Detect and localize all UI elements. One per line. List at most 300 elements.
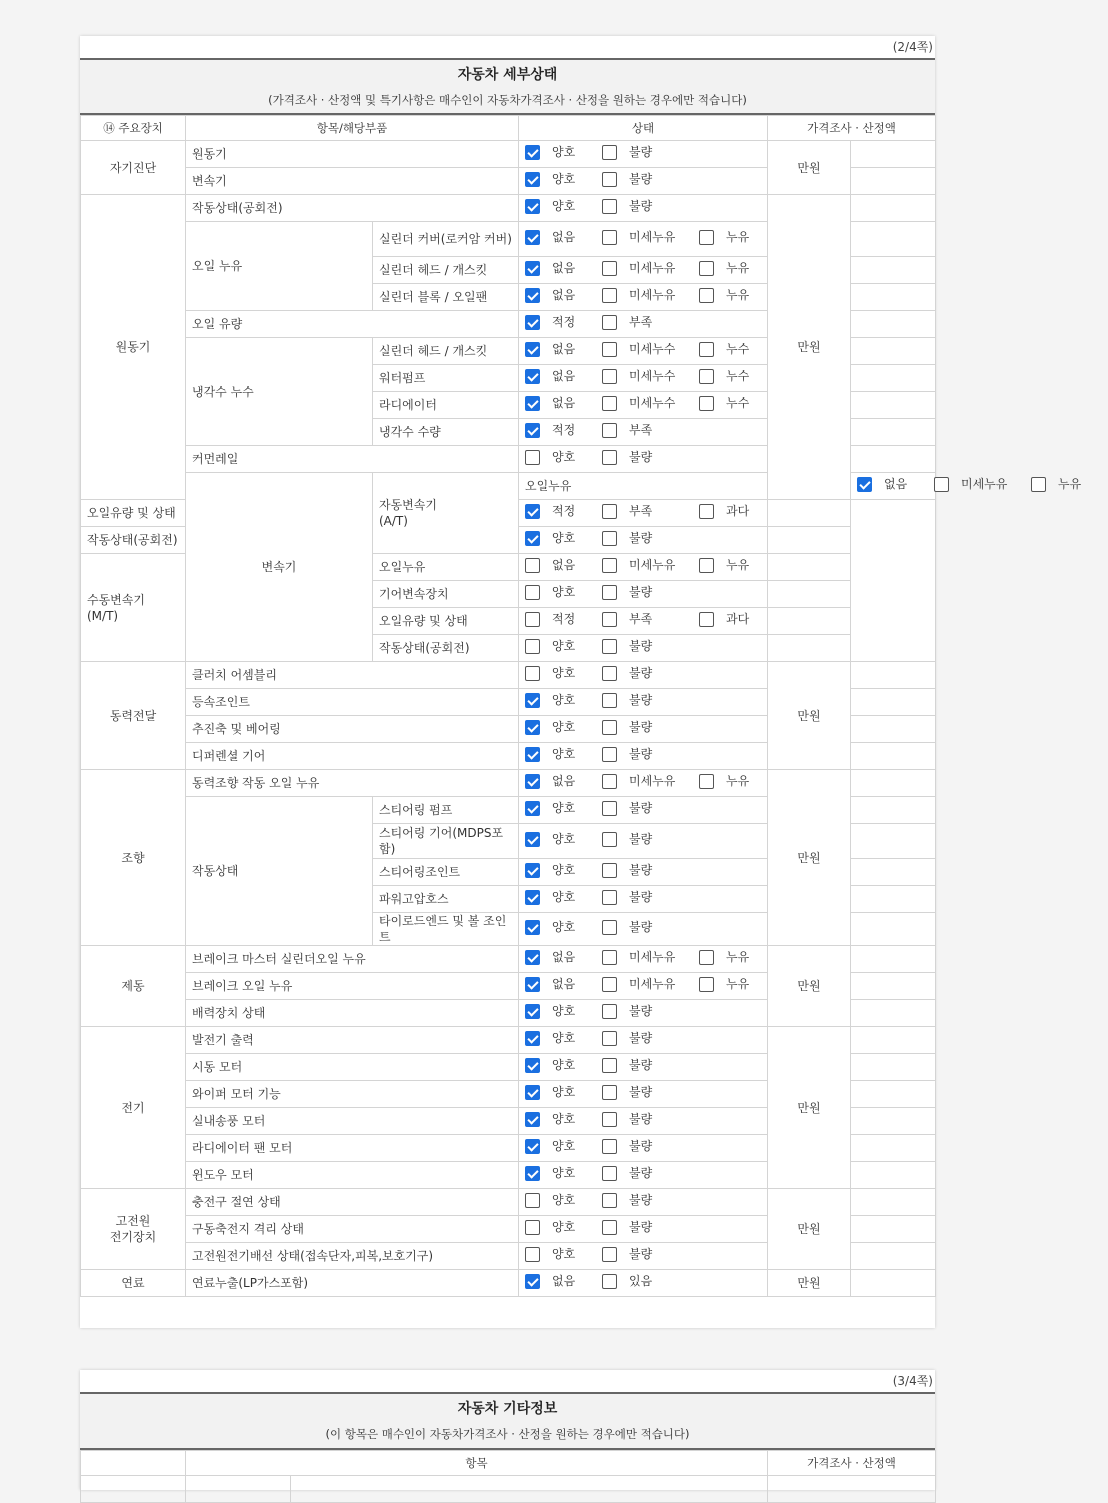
price-input-cell[interactable]	[851, 797, 936, 824]
table-row	[81, 662, 936, 689]
checked-checkbox[interactable]	[525, 531, 540, 546]
checked-checkbox[interactable]	[525, 315, 540, 330]
status-cell	[519, 662, 768, 689]
option-label: 불량	[629, 1220, 653, 1235]
unchecked-checkbox[interactable]	[602, 801, 617, 816]
device-category-hv: 고전원 전기장치	[81, 1189, 186, 1270]
page-number: (2/4쪽)	[892, 40, 933, 54]
table-header-row	[81, 1451, 936, 1476]
unchecked-checkbox[interactable]	[525, 1220, 540, 1235]
checked-checkbox[interactable]	[525, 1166, 540, 1181]
section-subtitle: (가격조사 · 산정액 및 특기사항은 매수인이 자동차가격조사 · 산정을 원하는 경우에만 적습니다)	[268, 93, 747, 107]
status-option	[525, 1084, 596, 1100]
option-label: 양호	[552, 199, 576, 214]
unchecked-checkbox[interactable]	[602, 172, 617, 187]
item-label: 디퍼렌셜 기어	[186, 743, 519, 770]
unchecked-checkbox[interactable]	[699, 396, 714, 411]
item-label: 오일 유량	[186, 311, 519, 338]
unchecked-checkbox[interactable]	[602, 369, 617, 384]
unchecked-checkbox[interactable]	[602, 977, 617, 992]
option-label: 누유	[726, 261, 750, 276]
unchecked-checkbox[interactable]	[602, 585, 617, 600]
price-input-cell[interactable]	[851, 1243, 936, 1270]
option-label: 적정	[552, 612, 576, 627]
status-option	[699, 503, 770, 519]
status-option	[602, 422, 673, 438]
unchecked-checkbox[interactable]	[602, 315, 617, 330]
unchecked-checkbox[interactable]	[602, 890, 617, 905]
status-cell	[519, 716, 768, 743]
status-option	[699, 773, 770, 789]
checked-checkbox[interactable]	[857, 477, 872, 492]
status-cell	[519, 392, 768, 419]
status-option	[525, 1057, 596, 1073]
checked-checkbox[interactable]	[525, 396, 540, 411]
price-input-cell[interactable]	[851, 859, 936, 886]
unchecked-checkbox[interactable]	[699, 612, 714, 627]
empty-cell	[768, 1476, 936, 1503]
status-option	[699, 229, 770, 245]
option-label: 누유	[726, 977, 750, 992]
unchecked-checkbox[interactable]	[602, 1193, 617, 1208]
unchecked-checkbox[interactable]	[525, 666, 540, 681]
status-option	[602, 341, 693, 357]
unchecked-checkbox[interactable]	[602, 1085, 617, 1100]
status-cell	[519, 338, 768, 365]
status-option	[525, 422, 596, 438]
status-option	[525, 368, 596, 384]
price-input-cell[interactable]	[851, 195, 936, 222]
unchecked-checkbox[interactable]	[602, 774, 617, 789]
unchecked-checkbox[interactable]	[602, 199, 617, 214]
status-option	[525, 638, 596, 654]
checked-checkbox[interactable]	[525, 199, 540, 214]
option-label: 부족	[629, 423, 653, 438]
option-label: 없음	[884, 477, 908, 492]
checked-checkbox[interactable]	[525, 1274, 540, 1289]
option-label: 부족	[629, 504, 653, 519]
option-label: 양호	[552, 863, 576, 878]
checked-checkbox[interactable]	[525, 890, 540, 905]
unchecked-checkbox[interactable]	[602, 342, 617, 357]
checked-checkbox[interactable]	[525, 342, 540, 357]
status-option	[602, 889, 673, 905]
option-label: 없음	[552, 261, 576, 276]
status-option	[525, 287, 596, 303]
unchecked-checkbox[interactable]	[602, 1004, 617, 1019]
checked-checkbox[interactable]	[525, 977, 540, 992]
status-option	[857, 476, 928, 492]
device-category-trans: 변속기	[186, 473, 373, 662]
checked-checkbox[interactable]	[525, 774, 540, 789]
unchecked-checkbox[interactable]	[602, 720, 617, 735]
empty-cell	[81, 1476, 186, 1503]
status-option	[699, 287, 770, 303]
status-option	[699, 260, 770, 276]
option-label: 불량	[629, 832, 653, 847]
status-option	[602, 919, 673, 935]
unchecked-checkbox[interactable]	[602, 950, 617, 965]
price-input-cell[interactable]	[768, 554, 851, 581]
option-label: 미세누유	[629, 774, 676, 789]
checked-checkbox[interactable]	[525, 920, 540, 935]
table-row	[81, 195, 936, 222]
checked-checkbox[interactable]	[525, 950, 540, 965]
table-header-row	[81, 116, 936, 141]
checked-checkbox[interactable]	[525, 693, 540, 708]
unchecked-checkbox[interactable]	[602, 1139, 617, 1154]
option-label: 미세누유	[629, 977, 676, 992]
page-3-of-4	[80, 1370, 935, 1490]
device-category-selfdiag: 자기진단	[81, 141, 186, 195]
unchecked-checkbox[interactable]	[602, 920, 617, 935]
item-label: 작동상태(공회전)	[373, 635, 519, 662]
unchecked-checkbox[interactable]	[602, 1274, 617, 1289]
table-row	[81, 1476, 936, 1503]
price-input-cell[interactable]	[851, 662, 936, 689]
option-label: 있음	[629, 1274, 653, 1289]
unchecked-checkbox[interactable]	[602, 288, 617, 303]
unchecked-checkbox[interactable]	[699, 950, 714, 965]
unchecked-checkbox[interactable]	[699, 774, 714, 789]
item-label: 충전구 절연 상태	[186, 1189, 519, 1216]
table-row	[81, 1270, 936, 1297]
unchecked-checkbox[interactable]	[602, 863, 617, 878]
status-option	[525, 746, 596, 762]
status-option	[525, 229, 596, 245]
option-label: 미세누수	[629, 342, 676, 357]
price-input-cell[interactable]	[851, 1270, 936, 1297]
option-label: 없음	[552, 288, 576, 303]
checked-checkbox[interactable]	[525, 230, 540, 245]
status-option	[525, 1030, 596, 1046]
option-label: 적정	[552, 315, 576, 330]
price-input-cell[interactable]	[851, 338, 936, 365]
status-option	[602, 800, 673, 816]
status-cell	[519, 1108, 768, 1135]
price-input-cell[interactable]	[851, 716, 936, 743]
unchecked-checkbox[interactable]	[525, 585, 540, 600]
table-row	[81, 770, 936, 797]
checked-checkbox[interactable]	[525, 1085, 540, 1100]
unchecked-checkbox[interactable]	[602, 230, 617, 245]
option-label: 과다	[726, 504, 750, 519]
option-label: 불량	[629, 199, 653, 214]
unchecked-checkbox[interactable]	[525, 1247, 540, 1262]
unchecked-checkbox[interactable]	[602, 558, 617, 573]
status-option	[525, 1111, 596, 1127]
unchecked-checkbox[interactable]	[602, 1031, 617, 1046]
option-label: 누유	[726, 774, 750, 789]
checked-checkbox[interactable]	[525, 801, 540, 816]
option-label: 없음	[552, 774, 576, 789]
item-group-oil_leak: 오일 누유	[186, 222, 373, 311]
status-option	[525, 611, 596, 627]
option-label: 불량	[629, 450, 653, 465]
status-option	[525, 862, 596, 878]
item-label: 고전원전기배선 상태(접속단자,피복,보호기구)	[186, 1243, 519, 1270]
item-label: 기어변속장치	[373, 581, 519, 608]
option-label: 불량	[629, 531, 653, 546]
unchecked-checkbox[interactable]	[699, 369, 714, 384]
option-label: 불량	[629, 1112, 653, 1127]
option-label: 양호	[552, 531, 576, 546]
option-label: 누수	[726, 369, 750, 384]
option-label: 없음	[552, 977, 576, 992]
price-input-cell[interactable]	[851, 1081, 936, 1108]
section-title: 자동차 기타정보	[457, 1401, 558, 1417]
price-input-cell[interactable]	[851, 365, 936, 392]
unchecked-checkbox[interactable]	[602, 1058, 617, 1073]
option-label: 불량	[629, 1139, 653, 1154]
item-label: 브레이크 마스터 실린더오일 누유	[186, 946, 519, 973]
option-label: 양호	[552, 1085, 576, 1100]
status-cell	[519, 257, 768, 284]
price-unit: 만원	[768, 770, 851, 946]
checked-checkbox[interactable]	[525, 1112, 540, 1127]
unchecked-checkbox[interactable]	[602, 531, 617, 546]
item-group-at: 자동변속기 (A/T)	[373, 473, 519, 554]
price-unit: 만원	[768, 1270, 851, 1297]
status-option	[602, 1111, 673, 1127]
unchecked-checkbox[interactable]	[699, 261, 714, 276]
status-option	[602, 198, 673, 214]
checked-checkbox[interactable]	[525, 863, 540, 878]
unchecked-checkbox[interactable]	[699, 342, 714, 357]
price-unit: 만원	[768, 946, 851, 1027]
detail-status-table	[80, 115, 1082, 1297]
price-input-cell[interactable]	[851, 1216, 936, 1243]
status-option	[602, 719, 673, 735]
price-input-cell[interactable]	[851, 257, 936, 284]
price-input-cell[interactable]	[851, 913, 936, 946]
status-option	[602, 1192, 673, 1208]
option-label: 양호	[552, 1139, 576, 1154]
checked-checkbox[interactable]	[525, 504, 540, 519]
unchecked-checkbox[interactable]	[525, 1193, 540, 1208]
price-input-cell[interactable]	[851, 770, 936, 797]
item-label: 실린더 헤드 / 개스킷	[373, 338, 519, 365]
option-label: 양호	[552, 1166, 576, 1181]
option-label: 양호	[552, 1058, 576, 1073]
unchecked-checkbox[interactable]	[602, 145, 617, 160]
option-label: 누유	[726, 288, 750, 303]
item-label: 스티어링 펌프	[373, 797, 519, 824]
option-label: 양호	[552, 450, 576, 465]
unchecked-checkbox[interactable]	[934, 477, 949, 492]
status-option	[602, 503, 693, 519]
status-option	[525, 1273, 596, 1289]
price-input-cell[interactable]	[768, 527, 851, 554]
item-group-coolant_leak: 냉각수 누수	[186, 338, 373, 446]
unchecked-checkbox[interactable]	[525, 639, 540, 654]
checked-checkbox[interactable]	[525, 261, 540, 276]
option-label: 불량	[629, 585, 653, 600]
unchecked-checkbox[interactable]	[699, 977, 714, 992]
checked-checkbox[interactable]	[525, 1004, 540, 1019]
unchecked-checkbox[interactable]	[602, 612, 617, 627]
price-unit: 만원	[768, 662, 851, 770]
option-label: 양호	[552, 1247, 576, 1262]
item-label: 커먼레일	[186, 446, 519, 473]
status-option	[602, 287, 693, 303]
unchecked-checkbox[interactable]	[602, 261, 617, 276]
item-label: 구동축전지 격리 상태	[186, 1216, 519, 1243]
col-item-header: 항목	[186, 1451, 768, 1476]
option-label: 누유	[726, 950, 750, 965]
unchecked-checkbox[interactable]	[602, 504, 617, 519]
checked-checkbox[interactable]	[525, 423, 540, 438]
option-label: 양호	[552, 1004, 576, 1019]
price-input-cell[interactable]	[768, 635, 851, 662]
option-label: 불량	[629, 1031, 653, 1046]
unchecked-checkbox[interactable]	[699, 504, 714, 519]
item-label: 파워고압호스	[373, 886, 519, 913]
status-option	[602, 949, 693, 965]
option-label: 부족	[629, 315, 653, 330]
status-option	[699, 341, 770, 357]
option-label: 양호	[552, 832, 576, 847]
price-input-cell[interactable]	[851, 946, 936, 973]
other-info-table	[80, 1450, 936, 1503]
unchecked-checkbox[interactable]	[602, 832, 617, 847]
price-input-cell[interactable]	[851, 1162, 936, 1189]
unchecked-checkbox[interactable]	[602, 1247, 617, 1262]
option-label: 양호	[552, 720, 576, 735]
price-input-cell[interactable]	[768, 500, 851, 527]
option-label: 양호	[552, 639, 576, 654]
unchecked-checkbox[interactable]	[1031, 477, 1046, 492]
checked-checkbox[interactable]	[525, 720, 540, 735]
col-item-header: 항목/해당부품	[186, 116, 519, 141]
checked-checkbox[interactable]	[525, 145, 540, 160]
status-option	[525, 171, 596, 187]
price-input-cell[interactable]	[851, 1027, 936, 1054]
unchecked-checkbox[interactable]	[699, 558, 714, 573]
item-label: 워터펌프	[373, 365, 519, 392]
price-input-cell[interactable]	[851, 1108, 936, 1135]
status-option	[699, 976, 770, 992]
unchecked-checkbox[interactable]	[602, 450, 617, 465]
price-input-cell[interactable]	[851, 222, 936, 257]
unchecked-checkbox[interactable]	[525, 558, 540, 573]
item-label: 실린더 커버(로커암 커버)	[373, 222, 519, 257]
unchecked-checkbox[interactable]	[602, 666, 617, 681]
status-option	[602, 976, 693, 992]
status-option	[525, 449, 596, 465]
device-category-engine: 원동기	[81, 195, 186, 500]
checked-checkbox[interactable]	[525, 1139, 540, 1154]
status-option	[602, 611, 693, 627]
price-input-cell[interactable]	[851, 168, 936, 195]
price-input-cell[interactable]	[851, 1189, 936, 1216]
option-label: 없음	[552, 342, 576, 357]
price-input-cell[interactable]	[851, 886, 936, 913]
unchecked-checkbox[interactable]	[602, 747, 617, 762]
item-label: 와이퍼 모터 기능	[186, 1081, 519, 1108]
status-option	[525, 395, 596, 411]
col-state-header: 상태	[519, 116, 768, 141]
status-cell	[519, 554, 768, 581]
checked-checkbox[interactable]	[525, 1031, 540, 1046]
option-label: 양호	[552, 1193, 576, 1208]
checked-checkbox[interactable]	[525, 832, 540, 847]
checked-checkbox[interactable]	[525, 369, 540, 384]
item-label: 타이로드엔드 및 볼 조인트	[373, 913, 519, 946]
checked-checkbox[interactable]	[525, 1058, 540, 1073]
price-input-cell[interactable]	[851, 446, 936, 473]
status-cell	[519, 527, 768, 554]
unchecked-checkbox[interactable]	[525, 450, 540, 465]
price-input-cell[interactable]	[851, 141, 936, 168]
item-label: 윈도우 모터	[186, 1162, 519, 1189]
price-input-cell[interactable]	[851, 824, 936, 859]
unchecked-checkbox[interactable]	[602, 1166, 617, 1181]
status-option	[602, 171, 673, 187]
unchecked-checkbox[interactable]	[602, 396, 617, 411]
price-input-cell[interactable]	[851, 689, 936, 716]
price-input-cell[interactable]	[851, 1135, 936, 1162]
unchecked-checkbox[interactable]	[525, 612, 540, 627]
option-label: 누수	[726, 342, 750, 357]
price-input-cell[interactable]	[851, 743, 936, 770]
option-label: 불량	[629, 666, 653, 681]
option-label: 양호	[552, 1031, 576, 1046]
option-label: 미세누수	[629, 369, 676, 384]
option-label: 양호	[552, 585, 576, 600]
device-category-power: 동력전달	[81, 662, 186, 770]
option-label: 미세누유	[629, 950, 676, 965]
price-input-cell[interactable]	[851, 1000, 936, 1027]
table-row	[81, 1189, 936, 1216]
item-label: 오일유량 및 상태	[373, 608, 519, 635]
section-subtitle: (이 항목은 매수인이 자동차가격조사 · 산정을 원하는 경우에만 적습니다)	[325, 1427, 690, 1441]
status-option	[525, 1246, 596, 1262]
price-input-cell[interactable]	[851, 392, 936, 419]
unchecked-checkbox[interactable]	[699, 288, 714, 303]
checked-checkbox[interactable]	[525, 172, 540, 187]
option-label: 양호	[552, 172, 576, 187]
status-option	[602, 449, 673, 465]
unchecked-checkbox[interactable]	[602, 1112, 617, 1127]
unchecked-checkbox[interactable]	[699, 230, 714, 245]
item-label: 발전기 출력	[186, 1027, 519, 1054]
status-option	[602, 395, 693, 411]
unchecked-checkbox[interactable]	[602, 639, 617, 654]
price-input-cell[interactable]	[851, 284, 936, 311]
price-input-cell[interactable]	[768, 608, 851, 635]
price-input-cell[interactable]	[851, 419, 936, 446]
price-input-cell[interactable]	[851, 311, 936, 338]
item-label: 시동 모터	[186, 1054, 519, 1081]
price-input-cell[interactable]	[768, 581, 851, 608]
price-input-cell[interactable]	[851, 1054, 936, 1081]
status-option	[602, 638, 673, 654]
unchecked-checkbox[interactable]	[602, 693, 617, 708]
option-label: 불량	[629, 172, 653, 187]
option-label: 불량	[629, 863, 653, 878]
price-input-cell[interactable]	[851, 973, 936, 1000]
status-cell	[519, 1216, 768, 1243]
option-label: 불량	[629, 747, 653, 762]
unchecked-checkbox[interactable]	[602, 423, 617, 438]
checked-checkbox[interactable]	[525, 747, 540, 762]
status-option	[602, 1165, 673, 1181]
checked-checkbox[interactable]	[525, 288, 540, 303]
section-header	[80, 58, 935, 115]
unchecked-checkbox[interactable]	[602, 1220, 617, 1235]
status-option	[602, 692, 673, 708]
